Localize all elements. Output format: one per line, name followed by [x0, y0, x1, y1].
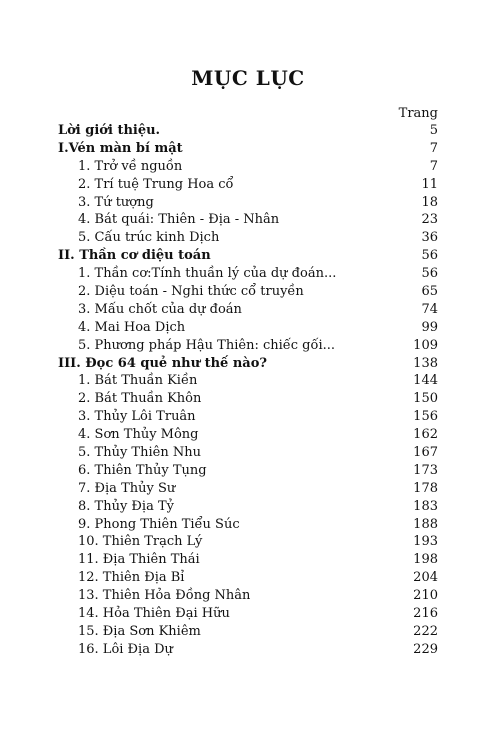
toc-item-entry: [58, 623, 438, 641]
entry-title: 4. Sơn Thủy Mông: [78, 427, 199, 443]
entry-page-number: 229: [413, 641, 438, 657]
toc-section-entry: [58, 247, 438, 265]
entry-page-number: 144: [413, 373, 438, 389]
entry-page-number: 56: [421, 248, 438, 264]
entry-page-number: 23: [421, 212, 438, 228]
entry-title: Lời giới thiệu.: [58, 123, 161, 138]
entry-title: 4. Bát quái: Thiên - Địa - Nhân: [78, 212, 280, 228]
entry-page-number: 56: [421, 266, 438, 282]
entry-title: 1. Thần cơ:Tính thuần lý của dự đoán...: [78, 266, 337, 282]
toc-item-entry: [58, 283, 438, 301]
entry-title: 3. Tứ tượng: [78, 194, 154, 210]
toc-item-entry: [58, 176, 438, 194]
entry-page-number: 188: [413, 516, 438, 532]
entry-page-number: 222: [413, 623, 438, 639]
toc-item-entry: [58, 372, 438, 390]
toc-item-entry: [58, 516, 438, 534]
toc-section-entry: [58, 140, 438, 158]
entry-page-number: 178: [413, 480, 438, 496]
toc-item-entry: [58, 158, 438, 176]
entry-title: 3. Thủy Lôi Truân: [78, 409, 196, 425]
entry-page-number: 150: [413, 391, 438, 407]
entry-title: 14. Hỏa Thiên Đại Hữu: [78, 606, 230, 622]
entry-title: 4. Mai Hoa Dịch: [78, 319, 186, 335]
toc-item-entry: [58, 551, 438, 569]
toc-item-entry: [58, 265, 438, 283]
entry-title: 2. Trí tuệ Trung Hoa cổ: [78, 176, 234, 192]
entry-page-number: 5: [429, 123, 438, 138]
entry-page-number: 7: [429, 158, 438, 174]
toc-item-entry: [58, 426, 438, 444]
page-title: MỤC LỤC: [191, 66, 305, 90]
entry-page-number: 11: [421, 176, 438, 192]
entry-page-number: 74: [421, 301, 438, 317]
entry-title: 8. Thủy Địa Tỷ: [78, 498, 174, 514]
entry-page-number: 198: [413, 552, 438, 568]
entry-page-number: 183: [413, 498, 438, 514]
entry-title: 7. Địa Thủy Sư: [78, 480, 176, 496]
entry-title: II. Thần cơ diệu toán: [58, 248, 211, 264]
entry-page-number: 7: [429, 140, 438, 156]
entry-title: III. Đọc 64 quẻ như thế nào?: [58, 355, 268, 371]
toc-item-entry: [58, 569, 438, 587]
entry-title: 1. Trở về nguồn: [78, 158, 183, 174]
entry-title: 1. Bát Thuần Kiền: [78, 373, 198, 389]
toc-item-entry: [58, 480, 438, 498]
toc-item-entry: [58, 229, 438, 247]
toc-item-entry: [58, 390, 438, 408]
entry-title: 2. Bát Thuần Khôn: [78, 391, 202, 407]
toc-item-entry: [58, 605, 438, 623]
entry-title: I.Vén màn bí mật: [58, 140, 183, 156]
toc-item-entry: [58, 587, 438, 605]
toc-item-entry: [58, 194, 438, 212]
entry-page-number: 109: [413, 337, 438, 353]
entry-page-number: 36: [421, 230, 438, 246]
toc-item-entry: [58, 211, 438, 229]
entry-page-number: 162: [413, 427, 438, 443]
entry-title: 9. Phong Thiên Tiểu Súc: [78, 516, 240, 532]
toc-item-entry: [58, 337, 438, 355]
entry-page-number: 65: [421, 284, 438, 300]
entry-title: 10. Thiên Trạch Lý: [78, 534, 203, 550]
toc-item-entry: [58, 444, 438, 462]
entry-page-number: 18: [421, 194, 438, 210]
page-column-label: Trang: [398, 106, 438, 121]
entry-page-number: 138: [413, 355, 438, 371]
entry-page-number: 193: [413, 534, 438, 550]
entry-title: 11. Địa Thiên Thái: [78, 552, 200, 568]
entry-title: 16. Lôi Địa Dự: [78, 641, 173, 657]
toc-item-entry: [58, 498, 438, 516]
toc-item-entry: [58, 462, 438, 480]
entry-page-number: 216: [413, 606, 438, 622]
toc-item-entry: [58, 408, 438, 426]
toc-item-entry: [58, 301, 438, 319]
entry-title: 2. Diệu toán - Nghi thức cổ truyền: [78, 284, 304, 300]
entry-title: 5. Cấu trúc kinh Dịch: [78, 230, 220, 246]
entry-page-number: 210: [413, 588, 438, 604]
toc-list: [58, 122, 438, 659]
entry-page-number: 99: [421, 319, 438, 335]
toc-item-entry: [58, 533, 438, 551]
toc-section-entry: [58, 355, 438, 373]
entry-page-number: 173: [413, 462, 438, 478]
entry-title: 12. Thiên Địa Bỉ: [78, 570, 185, 586]
entry-title: 5. Phương pháp Hậu Thiên: chiếc gối...: [78, 337, 336, 353]
toc-item-entry: [58, 319, 438, 337]
toc-item-entry: [58, 641, 438, 659]
entry-title: 6. Thiên Thủy Tụng: [78, 462, 207, 478]
entry-title: 3. Mấu chốt của dự đoán: [78, 301, 242, 317]
entry-page-number: 204: [413, 570, 438, 586]
entry-title: 13. Thiên Hỏa Đồng Nhân: [78, 588, 251, 604]
toc-section-entry: [58, 122, 438, 140]
entry-page-number: 167: [413, 445, 438, 461]
entry-title: 5. Thủy Thiên Nhu: [78, 445, 201, 461]
entry-page-number: 156: [413, 409, 438, 425]
entry-title: 15. Địa Sơn Khiêm: [78, 623, 201, 639]
